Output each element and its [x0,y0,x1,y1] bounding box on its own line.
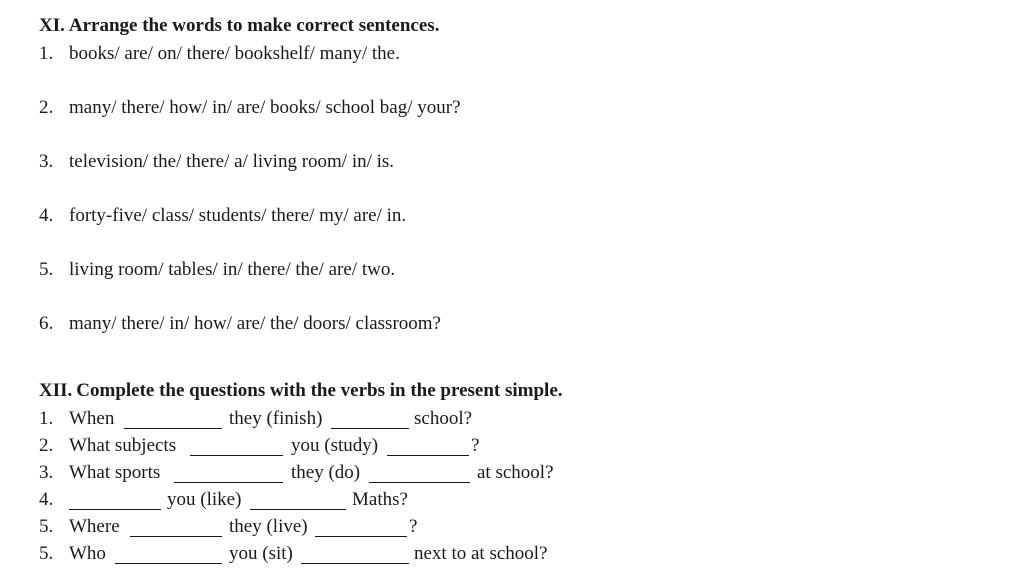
question-verb: they (live) [229,516,308,537]
item-number: 2. [39,97,54,118]
answer-blank[interactable] [331,428,409,429]
answer-blank[interactable] [190,455,283,456]
question-row [39,543,639,567]
arrange-item [39,151,394,173]
question-verb: they (finish) [229,408,323,429]
item-text: books/ are/ on/ there/ bookshelf/ many/ the. [69,43,400,64]
answer-blank[interactable] [301,563,409,564]
answer-blank[interactable] [369,482,470,483]
question-lead: What sports [69,462,161,483]
question-number: 5. [39,543,54,564]
section-11-heading [39,15,439,37]
item-number: 5. [39,259,54,280]
question-row [39,408,639,432]
question-verb: you (sit) [229,543,293,564]
question-number: 5. [39,516,54,537]
question-number: 3. [39,462,54,483]
question-verb: you (study) [291,435,379,456]
item-number: 6. [39,313,54,334]
item-number: 4. [39,205,54,226]
section-12-number: XII. [39,380,73,401]
answer-blank[interactable] [174,482,283,483]
answer-blank[interactable] [315,536,407,537]
question-row [39,462,639,486]
item-text: many/ there/ how/ in/ are/ books/ school bag/ your? [69,97,461,118]
answer-blank[interactable] [387,455,469,456]
section-11-title: Arrange the words to make correct sentences. [68,15,440,36]
question-end: Maths? [352,489,408,510]
question-end: school? [414,408,473,429]
arrange-item [39,43,400,65]
answer-blank[interactable] [69,509,161,510]
question-lead: When [69,408,115,429]
question-number: 1. [39,408,54,429]
item-text: living room/ tables/ in/ there/ the/ are/ two. [69,259,396,280]
section-12-heading [39,380,563,402]
question-number: 2. [39,435,54,456]
question-lead: Who [69,543,106,564]
question-number: 4. [39,489,54,510]
question-verb: they (do) [291,462,361,483]
question-verb: you (like) [167,489,242,510]
question-lead: Where [69,516,120,537]
item-text: television/ the/ there/ a/ living room/ in/ is. [69,151,395,172]
arrange-item [39,97,461,119]
question-end: at school? [477,462,554,483]
item-number: 3. [39,151,54,172]
question-end: next to at school? [414,543,548,564]
item-text: forty-five/ class/ students/ there/ my/ are/ in. [69,205,407,226]
question-end: ? [409,516,418,537]
answer-blank[interactable] [130,536,222,537]
question-row [39,435,639,459]
answer-blank[interactable] [115,563,222,564]
section-12-title: Complete the questions with the verbs in the present simple. [76,380,563,401]
answer-blank[interactable] [250,509,346,510]
arrange-item [39,259,395,281]
item-number: 1. [39,43,54,64]
answer-blank[interactable] [124,428,222,429]
item-text: many/ there/ in/ how/ are/ the/ doors/ classroom? [69,313,441,334]
question-row [39,516,639,540]
question-row [39,489,639,513]
question-lead: What subjects [69,435,177,456]
section-11-number: XI. [39,15,65,36]
arrange-item [39,205,406,227]
arrange-item [39,313,441,335]
question-end: ? [471,435,480,456]
